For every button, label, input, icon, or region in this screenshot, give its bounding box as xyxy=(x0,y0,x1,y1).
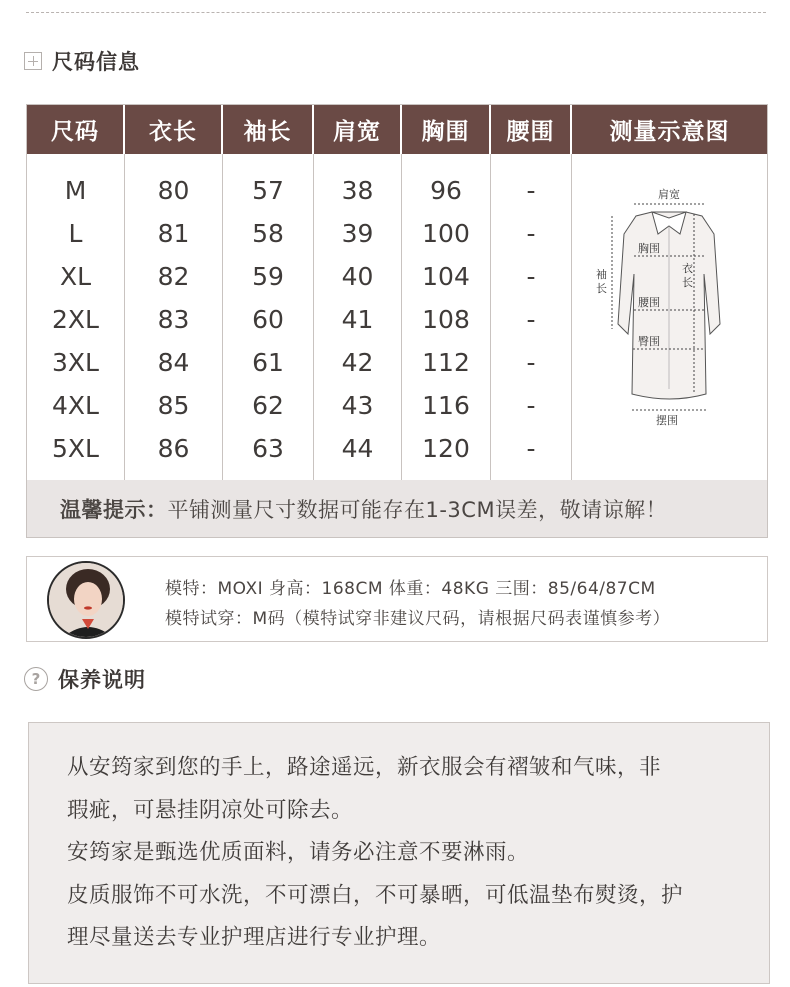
length-cell: 80 xyxy=(157,176,190,205)
bust-column xyxy=(402,154,491,480)
header-sleeve: 袖长 xyxy=(223,105,314,154)
model-info-box xyxy=(26,556,768,642)
waist-cell: - xyxy=(526,391,536,420)
waist-cell: - xyxy=(526,176,536,205)
diagram-label-sleeve-1: 袖 xyxy=(596,268,607,281)
care-line: 从安筠家到您的手上，路途遥远，新衣服会有褶皱和气味，非 xyxy=(67,755,662,780)
waist-column xyxy=(491,154,572,480)
tip-label: 温馨提示： xyxy=(60,497,168,522)
model-stats: 模特：MOXI 身高：168CM 体重：48KG 三围：85/64/87CM xyxy=(165,579,656,599)
size-cell: XL xyxy=(59,262,92,291)
size-table xyxy=(26,104,768,538)
diagram-label-sleeve-2: 长 xyxy=(596,282,607,295)
header-bust: 胸围 xyxy=(402,105,491,154)
diagram-label-length-2: 长 xyxy=(682,276,693,289)
header-diagram: 测量示意图 xyxy=(609,119,730,145)
shoulder-cell: 42 xyxy=(341,348,374,377)
header-waist: 腰围 xyxy=(491,105,572,154)
shoulder-cell: 38 xyxy=(341,176,374,205)
length-column xyxy=(125,154,223,480)
size-cell: M xyxy=(64,176,87,205)
measurement-tip xyxy=(27,480,767,537)
header-size: 尺码 xyxy=(27,105,125,154)
sleeve-cell: 61 xyxy=(252,348,284,377)
shoulder-cell: 41 xyxy=(341,305,374,334)
care-line: 皮质服饰不可水洗，不可漂白，不可暴晒，可低温垫布熨烫，护 xyxy=(67,882,684,908)
diagram-column xyxy=(572,154,767,480)
bust-cell: 104 xyxy=(422,262,470,291)
size-section-header xyxy=(24,46,140,76)
size-column xyxy=(27,154,125,480)
diagram-label-shoulder: 肩宽 xyxy=(658,188,680,201)
length-cell: 82 xyxy=(157,262,190,291)
length-cell: 86 xyxy=(157,434,190,463)
size-section-title: 尺码信息 xyxy=(52,50,140,74)
length-cell: 81 xyxy=(157,219,190,248)
waist-cell: - xyxy=(526,434,536,463)
shoulder-column xyxy=(314,154,402,480)
sleeve-column xyxy=(223,154,314,480)
sleeve-cell: 60 xyxy=(252,305,284,334)
size-cell: L xyxy=(68,219,83,248)
grid-icon xyxy=(24,52,42,70)
shoulder-cell: 39 xyxy=(341,219,374,248)
care-section-header xyxy=(24,664,146,694)
header-length: 衣长 xyxy=(125,105,223,154)
diagram-label-hip: 臀围 xyxy=(638,335,660,348)
size-cell: 3XL xyxy=(52,348,99,377)
size-cell: 2XL xyxy=(52,305,99,334)
bust-cell: 120 xyxy=(422,434,470,463)
bust-cell: 112 xyxy=(422,348,470,377)
table-header-row xyxy=(27,105,767,154)
shoulder-cell: 44 xyxy=(341,434,374,463)
header-shoulder: 肩宽 xyxy=(314,105,402,154)
top-divider xyxy=(26,12,766,13)
length-cell: 83 xyxy=(157,305,190,334)
bust-cell: 108 xyxy=(422,305,470,334)
tip-text: 平铺测量尺寸数据可能存在1-3CM误差，敬请谅解！ xyxy=(167,497,668,522)
sleeve-cell: 58 xyxy=(252,219,284,248)
shoulder-cell: 40 xyxy=(341,262,374,291)
model-portrait-image xyxy=(49,563,125,639)
table-body xyxy=(27,154,767,480)
diagram-label-hem: 摆围 xyxy=(656,414,678,427)
diagram-label-waist: 腰围 xyxy=(638,296,660,309)
size-cell: 5XL xyxy=(52,434,99,463)
size-cell: 4XL xyxy=(52,391,99,420)
care-instructions-box xyxy=(28,722,770,984)
waist-cell: - xyxy=(526,348,536,377)
sleeve-cell: 62 xyxy=(252,391,284,420)
model-fit-note: 模特试穿：M码（模特试穿非建议尺码，请根据尺码表谨慎参考） xyxy=(165,609,671,629)
model-avatar xyxy=(47,561,125,639)
care-section-title: 保养说明 xyxy=(58,668,146,692)
waist-cell: - xyxy=(526,305,536,334)
waist-cell: - xyxy=(526,219,536,248)
sleeve-cell: 63 xyxy=(252,434,284,463)
sleeve-cell: 57 xyxy=(252,176,284,205)
bust-cell: 100 xyxy=(422,219,470,248)
diagram-label-length-1: 衣 xyxy=(682,262,693,275)
diagram-label-bust: 胸围 xyxy=(638,242,660,255)
shoulder-cell: 43 xyxy=(341,391,374,420)
question-icon: ? xyxy=(24,667,48,691)
length-cell: 85 xyxy=(157,391,190,420)
garment-measurement-diagram xyxy=(594,184,744,434)
bust-cell: 116 xyxy=(422,391,470,420)
care-line: 瑕疵，可悬挂阴凉处可除去。 xyxy=(67,797,354,823)
care-line: 安筠家是甄选优质面料，请务必注意不要淋雨。 xyxy=(67,840,530,865)
care-line: 理尽量送去专业护理店进行专业护理。 xyxy=(67,925,442,950)
waist-cell: - xyxy=(526,262,536,291)
bust-cell: 96 xyxy=(430,176,462,205)
sleeve-cell: 59 xyxy=(252,262,284,291)
length-cell: 84 xyxy=(157,348,190,377)
